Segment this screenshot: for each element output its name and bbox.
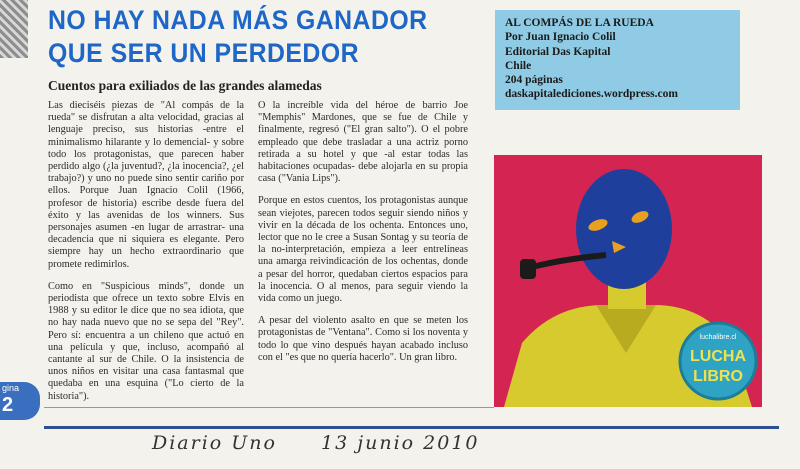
paragraph: Como en "Suspicious minds", donde un periodista que ofrece un texto sobre Elvis en 1988 y su editor le dice que no sea idiota, que no hay nada nuevo que no se sepa del "Rey". Pero sí: encuentra a un chileno que actuó en una película y que, incluso, acompañó al cantante al sur de Chile. O la insistencia de unos niños en visitar una casa fantasmal que quedaba en una esquina ("Lo cierto de la historia").	[48, 280, 244, 402]
book-info-box	[495, 10, 740, 110]
handwritten-date: 13 junio 2010	[321, 432, 480, 454]
luchador-illustration	[494, 155, 762, 407]
paragraph: Porque en estos cuentos, los protagonistas aunque sean viejotes, parecen todos seguir siendo niños y vivir en la década de los ochenta. Entonces uno, lector que no le cree a Susan Sontag y su teoría de la no-interpretación, empieza a leer entrelíneas una amarga reivindicación de los ochentas, donde a pesar del horror, quedaban ciertos espacios para la inocencia. O al menos, para seguir viendo la vida como un juego.	[258, 195, 468, 305]
badge-libro-text: LIBRO	[693, 368, 743, 385]
book-country: Chile	[505, 59, 532, 72]
book-title: AL COMPÁS DE LA RUEDA	[505, 17, 654, 29]
bottom-rule	[44, 426, 779, 429]
book-pages: 204 páginas	[505, 74, 563, 87]
page-number: 2	[2, 394, 14, 416]
book-website: daskapitalediciones.wordpress.com	[505, 88, 678, 101]
headline	[48, 4, 428, 70]
handwritten-note	[152, 432, 516, 454]
article-column-2	[258, 100, 468, 374]
subheading: Cuentos para exiliados de las grandes alamedas	[48, 78, 322, 93]
headline-line-2: QUE SER UN PERDEDOR	[48, 38, 360, 68]
book-author: Por Juan Ignacio Colil	[505, 31, 616, 44]
page-word: gina	[2, 383, 20, 393]
badge-site-text: luchalibre.cl	[699, 334, 737, 341]
article-column-1	[48, 100, 244, 413]
handwritten-source: Diario Uno	[152, 432, 277, 454]
badge-lucha-text: LUCHA	[690, 348, 746, 365]
paragraph: Las dieciséis piezas de "Al compás de la rueda" se disfrutan a alta velocidad, gracias al lenguaje preciso, sus historias -entre el minimalismo hilarante y lo demencial- y sobre todo los protagonistas, que parecen haber perdido algo (¿la juventud?, ¿la inocencia?, ¿el trabajo?) y uno no puede sino sentir cariño por ellos. Porque Juan Ignacio Colil (1966, profesor de historia) escribe desde fuera del éxito y las avenidas de los winners. Sus personajes asumen -en lugar de arrastrar- una decadencia que ni siquiera es elegante. Pero siempre hay un hecho extraordinario que promete redimirlos.	[48, 100, 244, 270]
paragraph: A pesar del violento asalto en que se meten los protagonistas de "Ventana". Como si los noventa y todo lo que vino después hayan acabado incluso con el "es que no quería hacerlo". Un gran libro.	[258, 315, 468, 363]
book-publisher: Editorial Das Kapital	[505, 45, 611, 58]
paragraph: O la increíble vida del héroe de barrio Joe "Memphis" Mardones, que se fue de Chile y finalmente, regresó ("El gran salto"). O el pobre empleado que debe trasladar a una actriz porno retirada a su hotel y que -al estar todas las habitaciones ocupadas- debe alojarla en su propia casa ("Vania Lips").	[258, 100, 468, 185]
column-divider-line	[44, 407, 494, 408]
pipe-bowl	[520, 259, 536, 279]
corner-pattern	[0, 0, 28, 58]
page-number-tab	[0, 382, 40, 420]
headline-line-1: NO HAY NADA MÁS GANADOR	[48, 5, 428, 35]
